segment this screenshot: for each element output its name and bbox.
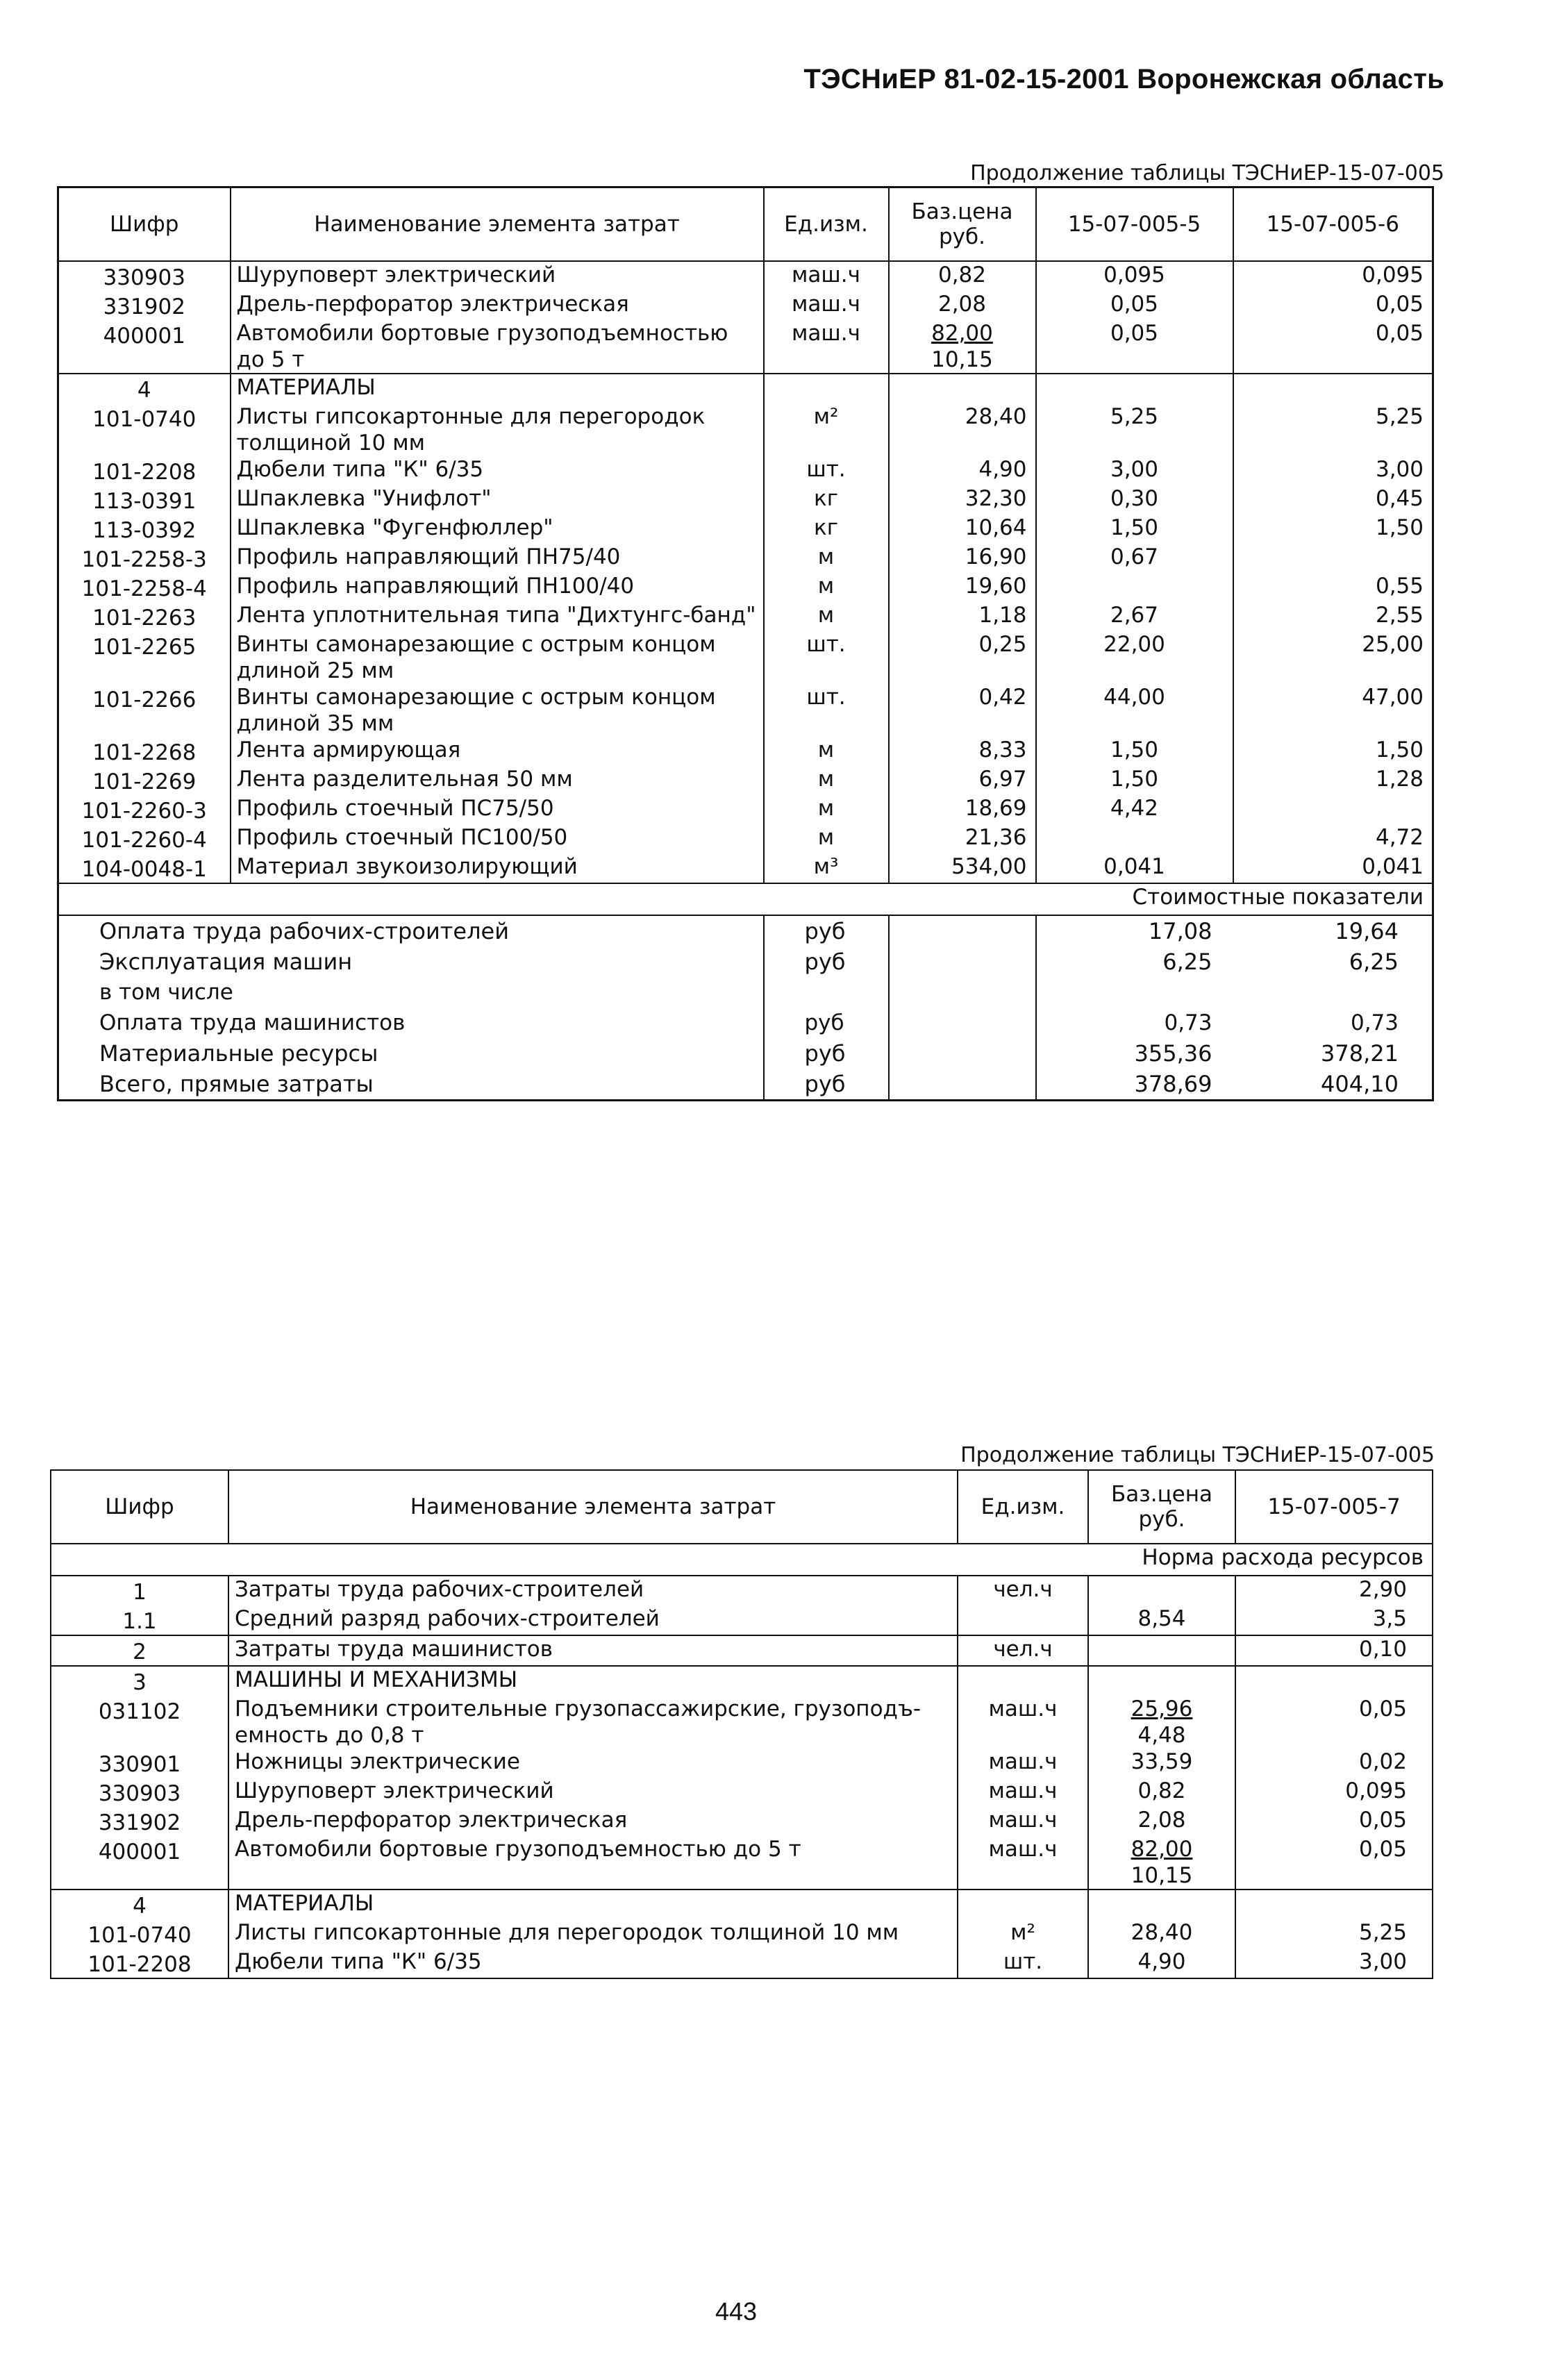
cost-value-6: 378,21 (1321, 1040, 1399, 1067)
row-unit: маш.ч (958, 1778, 1088, 1807)
col-header-15-07-005-6: 15-07-005-6 (1233, 187, 1433, 262)
table-row (58, 737, 1433, 766)
row-code: 3 (51, 1666, 228, 1696)
row-value-6: 0,041 (1233, 853, 1433, 883)
col-header-name: Наименование элемента затрат (231, 187, 764, 262)
table-row (58, 456, 1433, 485)
row-value-6: 5,25 (1233, 403, 1433, 456)
section-row-materials (58, 374, 1433, 403)
table-row (51, 1919, 1433, 1949)
row-price (1088, 1635, 1235, 1666)
row-value-5: 22,00 (1036, 631, 1233, 684)
row-code: 101-0740 (92, 407, 197, 432)
row-value-5: 2,67 (1036, 602, 1233, 631)
cost-label: Всего, прямые затраты (99, 1071, 374, 1097)
row-unit: м² (958, 1919, 1088, 1949)
table-row (51, 1949, 1433, 1978)
row-value-6: 0,05 (1233, 320, 1433, 374)
row-code: 101-2258-4 (81, 576, 207, 601)
row-value-7: 2,90 (1235, 1576, 1433, 1605)
row-name: Дрель-перфоратор электрическая (228, 1807, 958, 1836)
cost-value-5 (1036, 977, 1233, 1008)
col-header-unit: Ед.изм. (958, 1470, 1088, 1544)
base-price-value: 8,54 (1137, 1606, 1186, 1631)
row-name: Шуруповерт электрический (231, 261, 764, 291)
cost-label: Материальные ресурсы (99, 1040, 378, 1067)
col-header-code: Шифр (58, 187, 231, 262)
table-row (58, 320, 1433, 374)
row-value-5: 0,67 (1036, 544, 1233, 573)
row-name: Материал звукоизолирующий (231, 853, 764, 883)
row-value-7: 3,00 (1235, 1949, 1433, 1978)
row-unit: шт. (764, 456, 889, 485)
row-name: Дрель-перфоратор электрическая (231, 291, 764, 320)
row-code: 330903 (103, 265, 185, 290)
row-unit: м (764, 544, 889, 573)
row-price: 32,30 (889, 485, 1036, 515)
row-unit: м (764, 602, 889, 631)
empty-cell (889, 915, 1036, 946)
row-unit: м (764, 766, 889, 795)
row-unit: маш.ч (958, 1696, 1088, 1749)
cost-value-6: 404,10 (1321, 1071, 1399, 1097)
base-price-value: 4,90 (1137, 1949, 1186, 1974)
row-unit (958, 1605, 1088, 1635)
row-value-5: 4,42 (1036, 795, 1233, 824)
cost-unit: руб (764, 1038, 889, 1069)
document-header-title: ТЭСНиЕР 81-02-15-2001 Воронежская область (803, 64, 1444, 94)
cost-banner-label: Стоимостные показатели (58, 883, 1433, 915)
base-price-value: 2,08 (1137, 1808, 1186, 1833)
row-price: 0,42 (889, 684, 1036, 737)
row-price: 19,60 (889, 573, 1036, 602)
section-row (51, 1889, 1433, 1919)
row-code: 101-2263 (92, 606, 197, 631)
row-name: МАШИНЫ И МЕХАНИЗМЫ (228, 1666, 958, 1696)
empty-cell (889, 1038, 1036, 1069)
row-name: Затраты труда рабочих-строителей (228, 1576, 958, 1605)
row-price (1088, 1605, 1235, 1635)
row-price: 6,97 (889, 766, 1036, 795)
table-row (51, 1696, 1433, 1749)
row-value-5: 1,50 (1036, 766, 1233, 795)
row-price: 1,18 (889, 602, 1036, 631)
empty-cell (1233, 374, 1433, 403)
norm-banner-row (51, 1544, 1433, 1576)
cost-row (58, 1008, 1433, 1038)
row-value-6 (1233, 544, 1433, 573)
cost-value-6: 0,73 (1350, 1010, 1399, 1035)
row-price (1088, 1696, 1235, 1749)
empty-cell (889, 374, 1036, 403)
cost-unit: руб (764, 1008, 889, 1038)
row-value-6: 3,00 (1233, 456, 1433, 485)
row-price: 534,00 (889, 853, 1036, 883)
row-code: 101-2265 (92, 635, 197, 660)
row-code: 4 (51, 1889, 228, 1919)
table1-continuation-caption: Продолжение таблицы ТЭСНиЕР-15-07-005 (970, 161, 1444, 185)
row-price: 18,69 (889, 795, 1036, 824)
row-code: 101-2268 (92, 740, 197, 765)
row-price (1088, 1666, 1235, 1696)
row-value-5: 0,095 (1036, 261, 1233, 291)
table-row (51, 1807, 1433, 1836)
row-price (1088, 1836, 1235, 1889)
row-price: 28,40 (889, 403, 1036, 456)
table-row (51, 1605, 1433, 1635)
row-value-6: 0,05 (1233, 291, 1433, 320)
row-name: Затраты труда машинистов (228, 1635, 958, 1666)
table-row (58, 824, 1433, 853)
row-value-7: 0,05 (1235, 1807, 1433, 1836)
row-value-5: 1,50 (1036, 515, 1233, 544)
row-value-6: 0,095 (1233, 261, 1433, 291)
cost-unit (764, 977, 889, 1008)
row-value-6 (1233, 795, 1433, 824)
cost-unit: руб (764, 1069, 889, 1101)
row-value-7: 5,25 (1235, 1919, 1433, 1949)
cost-label: Оплата труда машинистов (99, 1010, 406, 1035)
table-row (58, 544, 1433, 573)
row-value-5: 0,05 (1036, 320, 1233, 374)
base-price-value: 0,82 (937, 262, 987, 287)
row-unit: маш.ч (764, 291, 889, 320)
base-price-value: 82,00 (1131, 1837, 1193, 1862)
table-row (58, 684, 1433, 737)
row-unit: чел.ч (958, 1635, 1088, 1666)
base-price-value: 28,40 (1131, 1920, 1193, 1945)
row-value-5: 0,041 (1036, 853, 1233, 883)
row-code: 113-0392 (92, 518, 197, 543)
row-unit: кг (764, 515, 889, 544)
row-unit: м³ (764, 853, 889, 883)
section-row (51, 1666, 1433, 1696)
row-code: 101-2260-4 (81, 828, 207, 853)
row-value-6: 0,45 (1233, 485, 1433, 515)
cost-unit: руб (764, 946, 889, 977)
row-name: Шпаклевка "Фугенфюллер" (231, 515, 764, 544)
row-name: Ножницы электрические (228, 1749, 958, 1778)
col-header-15-07-005-7: 15-07-005-7 (1235, 1470, 1433, 1544)
base-price-value: 25,96 (1131, 1696, 1193, 1721)
cost-label: Оплата труда рабочих-строителей (99, 918, 509, 944)
row-name: Профиль стоечный ПС75/50 (231, 795, 764, 824)
row-code: 101-2260-3 (81, 799, 207, 824)
row-value-7 (1235, 1666, 1433, 1696)
row-price (889, 320, 1036, 374)
table-row (58, 631, 1433, 684)
row-value-5: 3,00 (1036, 456, 1233, 485)
row-code: 101-0740 (87, 1923, 192, 1948)
row-price (1088, 1919, 1235, 1949)
norm-banner-label: Норма расхода ресурсов (51, 1544, 1433, 1576)
row-price (1088, 1576, 1235, 1605)
table-row (58, 515, 1433, 544)
row-unit: м (764, 573, 889, 602)
empty-cell (1036, 374, 1233, 403)
row-value-6: 25,00 (1233, 631, 1433, 684)
row-price (1088, 1949, 1235, 1978)
row-unit: маш.ч (764, 261, 889, 291)
row-price (1088, 1778, 1235, 1807)
table-row (51, 1778, 1433, 1807)
section-title: МАТЕРИАЛЫ (231, 374, 764, 403)
row-name: Листы гипсокартонные для перегородок толщиной 10 мм (231, 403, 764, 456)
table-row (58, 766, 1433, 795)
row-code: 031102 (98, 1699, 181, 1724)
row-value-5 (1036, 824, 1233, 853)
row-name: Лента армирующая (231, 737, 764, 766)
row-code: 101-2208 (87, 1952, 192, 1977)
row-name: Лента уплотнительная типа "Дихтунгс-банд" (231, 602, 764, 631)
row-price: 21,36 (889, 824, 1036, 853)
table2-continuation-caption: Продолжение таблицы ТЭСНиЕР-15-07-005 (960, 1443, 1435, 1467)
row-unit: кг (764, 485, 889, 515)
row-value-7 (1235, 1889, 1433, 1919)
row-name: Винты самонарезающие с острым концом длиной 35 мм (231, 684, 764, 737)
base-price-value: 82,00 (931, 321, 993, 346)
row-name: Профиль направляющий ПН100/40 (231, 573, 764, 602)
cost-value-6: 6,25 (1349, 949, 1399, 975)
table-row (51, 1576, 1433, 1605)
cost-label: Эксплуатация машин (99, 949, 353, 975)
row-name: МАТЕРИАЛЫ (228, 1889, 958, 1919)
cost-banner-row (58, 883, 1433, 915)
table1-header-row (58, 187, 1433, 262)
page-number: 443 (715, 2297, 758, 2326)
cost-row (58, 946, 1433, 977)
row-price (889, 291, 1036, 320)
row-value-6: 1,50 (1233, 737, 1433, 766)
cost-unit: руб (764, 915, 889, 946)
row-unit: маш.ч (764, 320, 889, 374)
row-unit: маш.ч (958, 1807, 1088, 1836)
row-code: 330903 (98, 1781, 181, 1806)
row-code: 101-2208 (92, 460, 197, 485)
col-header-name: Наименование элемента затрат (228, 1470, 958, 1544)
row-unit: шт. (764, 631, 889, 684)
row-unit: маш.ч (958, 1836, 1088, 1889)
cost-value-6 (1233, 977, 1433, 1008)
col-header-unit: Ед.изм. (764, 187, 889, 262)
row-name: Профиль стоечный ПС100/50 (231, 824, 764, 853)
row-value-5: 1,50 (1036, 737, 1233, 766)
row-code: 331902 (103, 294, 185, 319)
empty-cell (889, 977, 1036, 1008)
resource-table-2 (50, 1469, 1433, 1979)
row-value-5 (1036, 573, 1233, 602)
row-value-7: 0,10 (1235, 1635, 1433, 1666)
cost-row (58, 915, 1433, 946)
row-value-5: 44,00 (1036, 684, 1233, 737)
cost-value-6: 19,64 (1335, 918, 1399, 944)
row-value-6: 2,55 (1233, 602, 1433, 631)
cost-row (58, 1038, 1433, 1069)
row-name: Подъемники строительные грузопассажирские, грузоподъ-емность до 0,8 т (228, 1696, 958, 1749)
table2-header-row (51, 1470, 1433, 1544)
row-unit: м (764, 737, 889, 766)
row-name: Автомобили бортовые грузоподъемностью до 5 т (231, 320, 764, 374)
row-unit: шт. (958, 1949, 1088, 1978)
base-price-value: 0,82 (1137, 1778, 1186, 1803)
row-name: Дюбели типа "К" 6/35 (231, 456, 764, 485)
row-price (1088, 1749, 1235, 1778)
row-name: Шпаклевка "Унифлот" (231, 485, 764, 515)
row-price (1088, 1807, 1235, 1836)
table-row (58, 795, 1433, 824)
table-row (58, 602, 1433, 631)
table-row (51, 1749, 1433, 1778)
row-name: Профиль направляющий ПН75/40 (231, 544, 764, 573)
row-value-6: 1,50 (1233, 515, 1433, 544)
row-name: Винты самонарезающие с острым концом длиной 25 мм (231, 631, 764, 684)
row-unit: шт. (764, 684, 889, 737)
table-row (58, 261, 1433, 291)
base-price-wage-value: 10,15 (931, 347, 993, 372)
row-value-7: 3,5 (1235, 1605, 1433, 1635)
row-code: 1.1 (122, 1609, 157, 1634)
row-unit: м² (764, 403, 889, 456)
col-header-15-07-005-5: 15-07-005-5 (1036, 187, 1233, 262)
col-header-code: Шифр (51, 1470, 228, 1544)
row-value-6: 1,28 (1233, 766, 1433, 795)
row-code: 113-0391 (92, 489, 197, 514)
section-number: 4 (58, 374, 231, 403)
cost-value-5: 378,69 (1036, 1069, 1233, 1101)
row-unit: м (764, 795, 889, 824)
cost-value-5: 0,73 (1036, 1008, 1233, 1038)
row-code: 101-2266 (92, 687, 197, 712)
row-price: 8,33 (889, 737, 1036, 766)
col-header-price: Баз.цена руб. (889, 187, 1036, 262)
col-header-price: Баз.цена руб. (1088, 1470, 1235, 1544)
row-value-5: 0,05 (1036, 291, 1233, 320)
row-value-5: 5,25 (1036, 403, 1233, 456)
table-row (51, 1635, 1433, 1666)
table-row (58, 291, 1433, 320)
row-value-6: 0,55 (1233, 573, 1433, 602)
row-code: 101-2258-3 (81, 547, 207, 572)
empty-cell (889, 946, 1036, 977)
row-price: 0,25 (889, 631, 1036, 684)
base-price-value: 2,08 (937, 292, 987, 317)
base-price-wage-value: 10,15 (1131, 1863, 1193, 1888)
table-row (58, 403, 1433, 456)
row-unit: м (764, 824, 889, 853)
empty-cell (889, 1069, 1036, 1101)
row-name: Шуруповерт электрический (228, 1778, 958, 1807)
row-value-5: 0,30 (1036, 485, 1233, 515)
cost-label: в том числе (99, 980, 233, 1005)
row-code: 1 (133, 1580, 147, 1605)
table-row (51, 1836, 1433, 1889)
row-price (1088, 1889, 1235, 1919)
row-value-7: 0,05 (1235, 1696, 1433, 1749)
row-code: 400001 (103, 324, 185, 349)
table-row (58, 485, 1433, 515)
row-name: Лента разделительная 50 мм (231, 766, 764, 795)
row-name: Листы гипсокартонные для перегородок толщиной 10 мм (228, 1919, 958, 1949)
row-code: 104-0048-1 (81, 857, 207, 882)
cost-row (58, 1069, 1433, 1101)
row-name: Автомобили бортовые грузоподъемностью до 5 т (228, 1836, 958, 1889)
row-price: 4,90 (889, 456, 1036, 485)
cost-value-5: 355,36 (1036, 1038, 1233, 1069)
row-code: 330901 (98, 1752, 181, 1777)
row-name: Средний разряд рабочих-строителей (228, 1605, 958, 1635)
row-value-7: 0,05 (1235, 1836, 1433, 1889)
cost-value-5: 17,08 (1036, 915, 1233, 946)
row-value-7: 0,02 (1235, 1749, 1433, 1778)
resource-table-1 (57, 186, 1434, 1101)
row-code: 331902 (98, 1810, 181, 1835)
row-unit: маш.ч (958, 1749, 1088, 1778)
cost-row (58, 977, 1433, 1008)
row-code: 101-2269 (92, 769, 197, 794)
row-unit: чел.ч (958, 1576, 1088, 1605)
row-unit (958, 1666, 1088, 1696)
row-unit (958, 1889, 1088, 1919)
row-price: 10,64 (889, 515, 1036, 544)
row-value-6: 4,72 (1233, 824, 1433, 853)
table-row (58, 573, 1433, 602)
table-row (58, 853, 1433, 883)
cost-value-5: 6,25 (1036, 946, 1233, 977)
row-price (889, 261, 1036, 291)
base-price-value: 33,59 (1131, 1749, 1193, 1774)
row-code: 2 (51, 1635, 228, 1666)
row-code: 400001 (98, 1839, 181, 1864)
row-value-6: 47,00 (1233, 684, 1433, 737)
row-name: Дюбели типа "К" 6/35 (228, 1949, 958, 1978)
row-price: 16,90 (889, 544, 1036, 573)
row-value-7: 0,095 (1235, 1778, 1433, 1807)
base-price-wage-value: 4,48 (1137, 1723, 1186, 1748)
empty-cell (764, 374, 889, 403)
empty-cell (889, 1008, 1036, 1038)
